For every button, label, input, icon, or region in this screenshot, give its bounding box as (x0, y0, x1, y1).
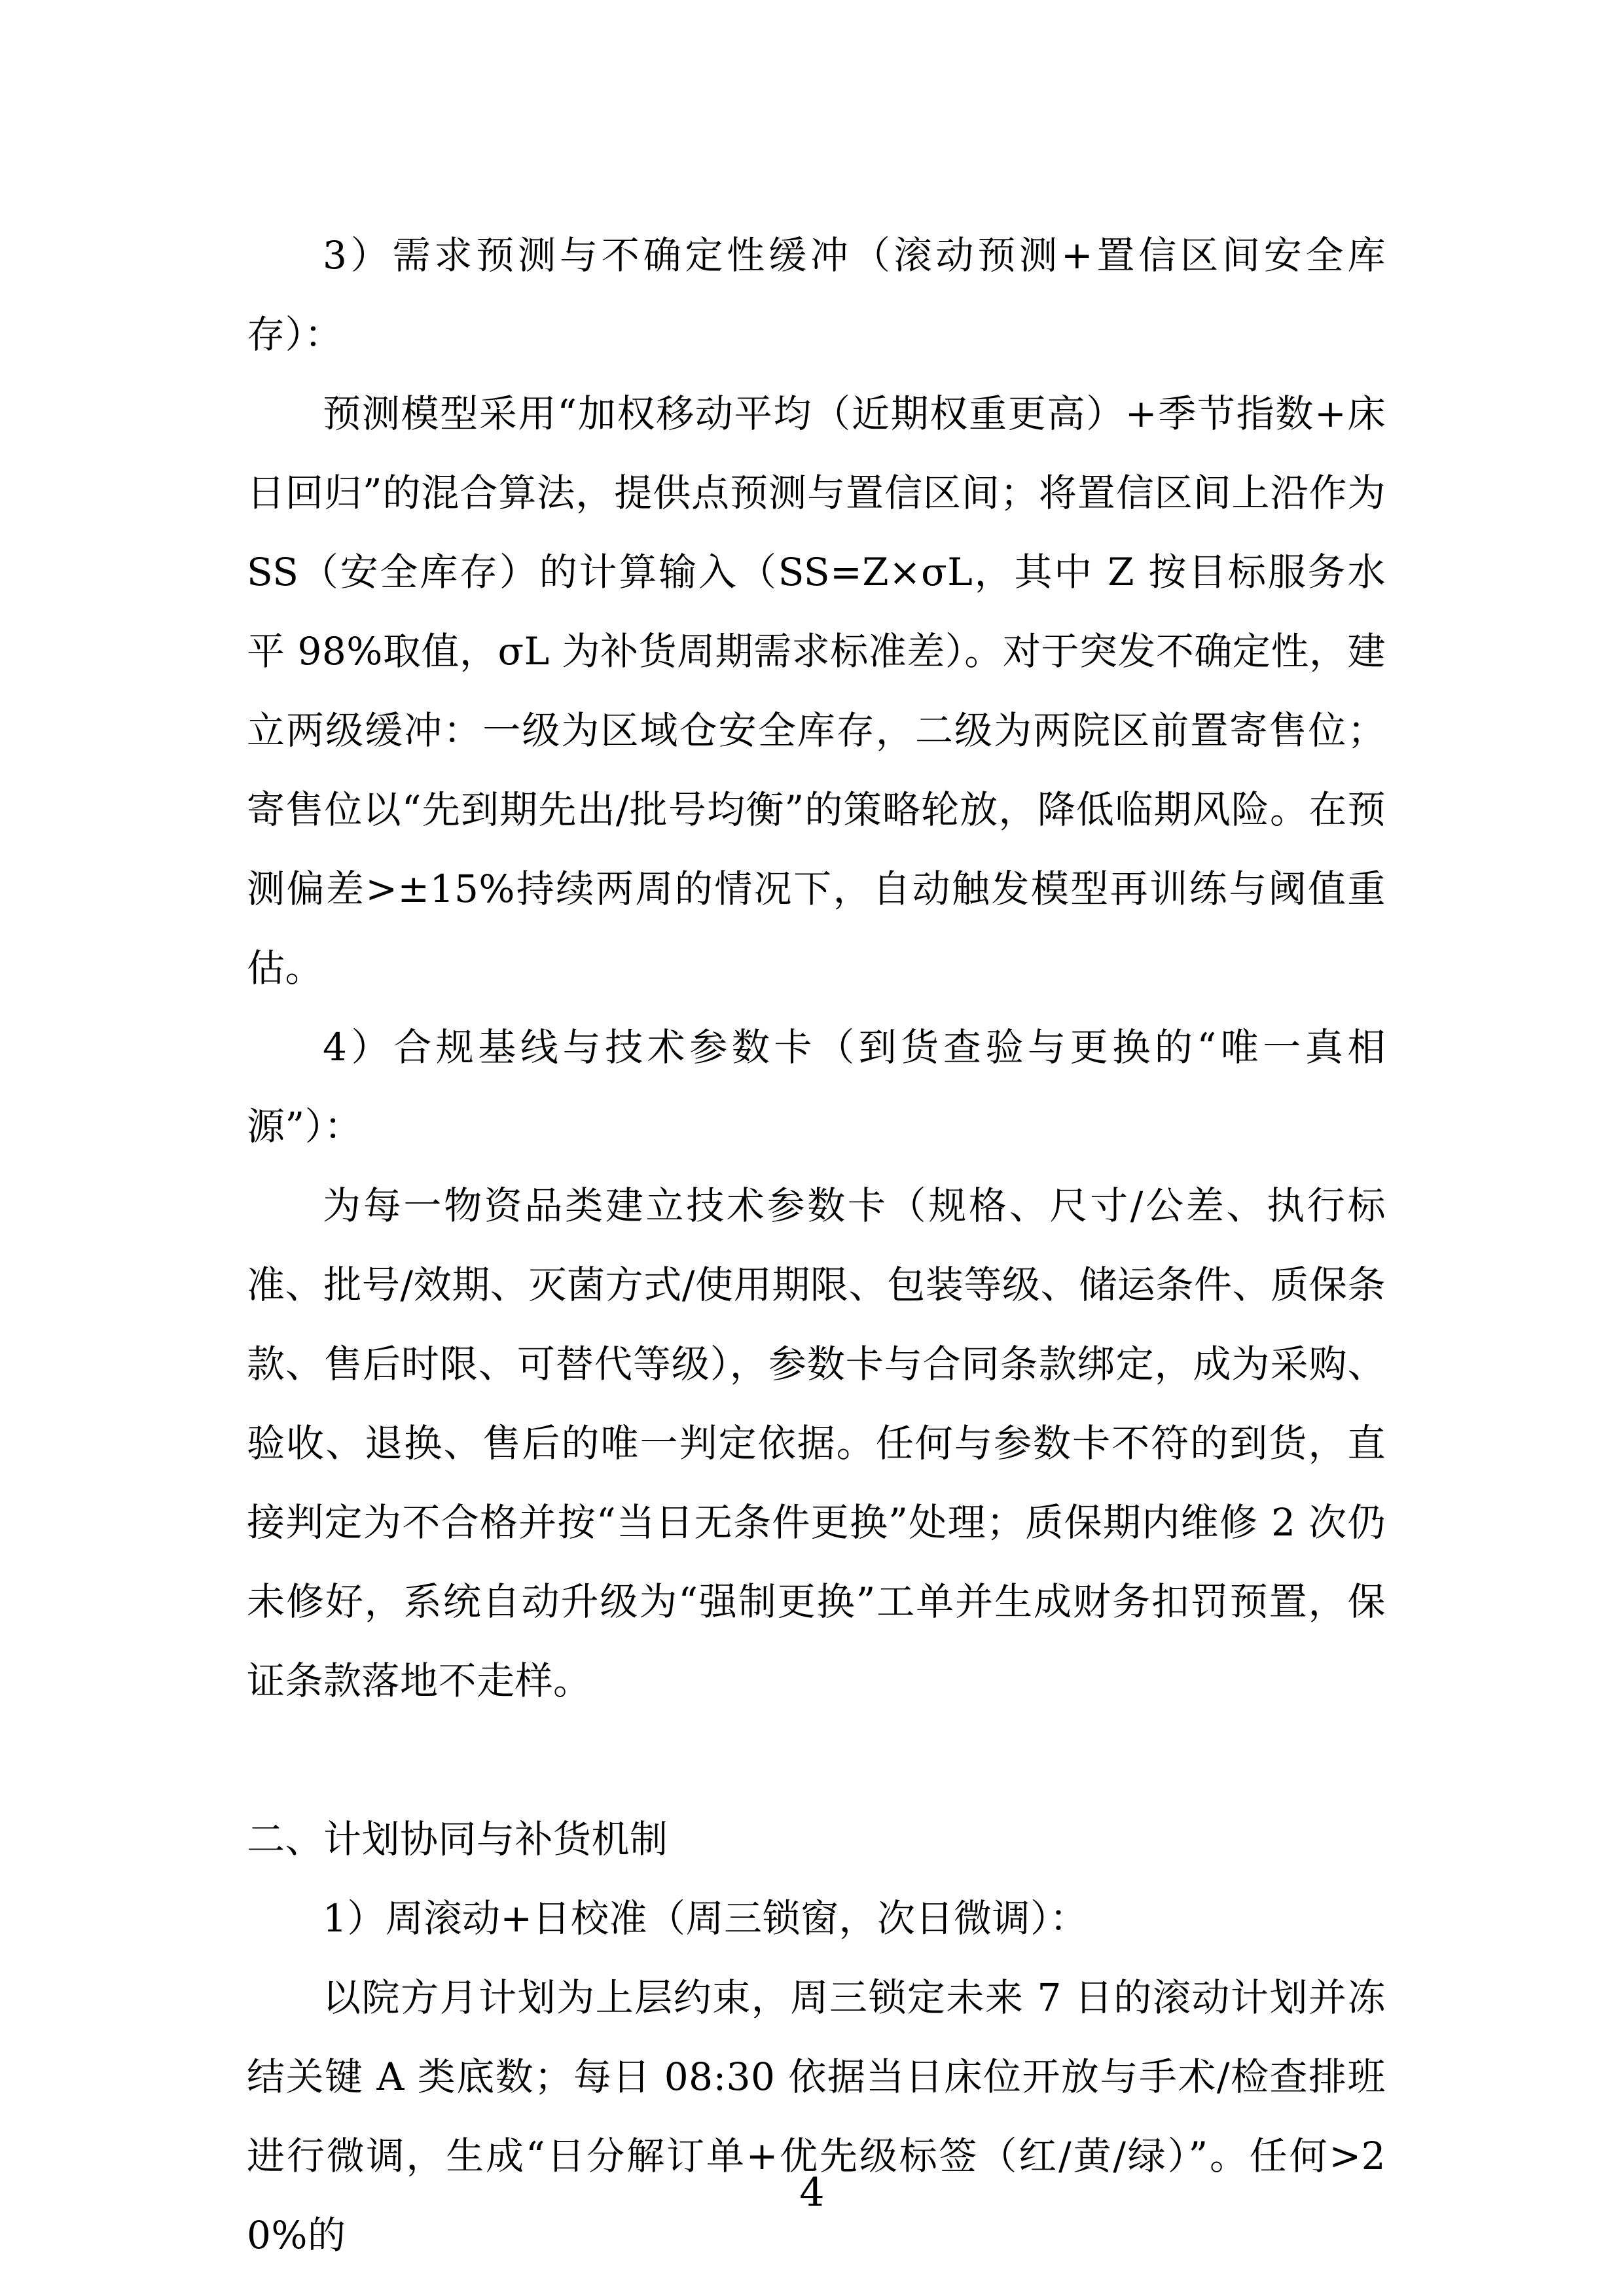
page-number: 4 (799, 2170, 825, 2215)
item-3-paragraph: 预测模型采用“加权移动平均（近期权重更高）+季节指数+床日回归”的混合算法，提供点预测与置信区间；将置信区间上沿作为 SS（安全库存）的计算输入（SS=Z×σL，其中 Z 按目标服务水平 98%取值，σL 为补货周期需求标准差）。对于突发不确定性，建立两级缓冲：一级为区域仓安全库存，二级为两院区前置寄售位；寄售位以“先到期先出/批号均衡”的策略轮放，降低临期风险。在预测偏差>±15%持续两周的情况下，自动触发模型再训练与阈值重估。 (247, 391, 1386, 990)
item-3-title: 3）需求预测与不确定性缓冲（滚动预测+置信区间安全库存）： (247, 233, 1386, 357)
section-heading: 二、计划协同与补货机制 (247, 1817, 668, 1861)
item-4-paragraph: 为每一物资品类建立技术参数卡（规格、尺寸/公差、执行标准、批号/效期、灭菌方式/使用期限、包装等级、储运条件、质保条款、售后时限、可替代等级），参数卡与合同条款绑定，成为采购、验收、退换、售后的唯一判定依据。任何与参数卡不符的到货，直接判定为不合格并按“当日无条件更换”处理；质保期内维修 2 次仍未修好，系统自动升级为“强制更换”工单并生成财务扣罚预置，保证条款落地不走样。 (247, 1183, 1386, 1703)
section-2-item-1-paragraph: 以院方月计划为上层约束，周三锁定未来 7 日的滚动计划并冻结关键 A 类底数；每日 08:30 依据当日床位开放与手术/检查排班进行微调，生成“日分解订单+优先级标签（红/黄/绿）”。任何>20%的 (247, 1975, 1386, 2257)
section-2-item-1-title: 1）周滚动+日校准（周三锁窗，次日微调）： (323, 1896, 1089, 1941)
item-4-title: 4）合规基线与技术参数卡（到货查验与更换的“唯一真相源”）： (247, 1025, 1386, 1149)
document-body (247, 216, 1386, 2275)
